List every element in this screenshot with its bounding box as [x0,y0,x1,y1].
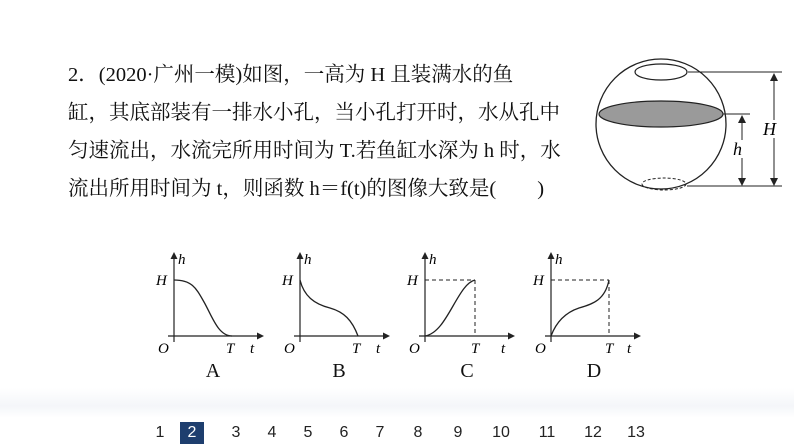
fishbowl-figure [592,56,792,196]
H-arrow-up-icon [770,73,778,81]
origin-label: O [158,341,169,357]
curve-c [425,280,475,336]
y-axis-label: h [555,252,563,268]
curve-d [551,280,609,336]
question-line: 缸，其底部装有一排水小孔，当小孔打开时，水从孔中 [68,102,560,124]
page-link-1[interactable]: 1 [155,424,165,441]
H-label: H [763,119,776,139]
page-navigation [140,421,656,445]
y-axis-arrow-icon [548,252,555,259]
page-link-4[interactable]: 4 [267,424,277,441]
graph-c [399,250,519,360]
option-d-label[interactable]: D [586,360,602,382]
y-axis-label: h [304,252,312,268]
graph-b [274,250,394,360]
graph-a [148,250,268,360]
page-link-8[interactable]: 8 [413,424,423,441]
x-axis-label: t [376,341,381,357]
T-tick-label: T [352,341,361,357]
page-link-2-current[interactable]: 2 [180,422,204,444]
page-link-7[interactable]: 7 [375,424,385,441]
y-axis-arrow-icon [297,252,304,259]
option-b-label[interactable]: B [332,360,346,382]
x-axis-label: t [501,341,506,357]
option-a-label[interactable]: A [205,360,221,382]
page-link-11[interactable]: 11 [538,424,556,441]
question-line: 2．(2020·广州一模)如图，一高为 H 且装满水的鱼 [68,64,514,86]
T-tick-label: T [471,341,480,357]
fishbowl-top-opening [635,64,687,80]
H-tick-label: H [282,273,293,289]
question-line: 流出所用时间为 t，则函数 h＝f(t)的图像大致是( ) [68,178,545,200]
curve-a [174,280,232,336]
x-axis-arrow-icon [508,333,515,340]
page-link-9[interactable]: 9 [453,424,463,441]
page-link-10[interactable]: 10 [492,424,510,441]
y-axis-arrow-icon [171,252,178,259]
y-axis-label: h [178,252,186,268]
H-tick-label: H [156,273,167,289]
H-tick-label: H [533,273,544,289]
x-axis-label: t [250,341,255,357]
H-tick-label: H [407,273,418,289]
origin-label: O [284,341,295,357]
x-axis-arrow-icon [257,333,264,340]
T-tick-label: T [605,341,614,357]
origin-label: O [409,341,420,357]
curve-b [300,280,358,336]
H-arrow-down-icon [770,178,778,186]
graph-d [525,250,645,360]
option-c-label[interactable]: C [460,360,474,382]
origin-label: O [535,341,546,357]
x-axis-arrow-icon [383,333,390,340]
x-axis-arrow-icon [634,333,641,340]
x-axis-label: t [627,341,632,357]
h-label: h [733,139,742,159]
water-surface [599,101,723,127]
page-link-5[interactable]: 5 [303,424,313,441]
page-link-13[interactable]: 13 [627,424,645,441]
footer-fade-band [0,388,794,418]
page-link-12[interactable]: 12 [584,424,602,441]
page-link-3[interactable]: 3 [231,424,241,441]
y-axis-label: h [429,252,437,268]
question-text [68,56,598,208]
h-arrow-down-icon [738,178,746,186]
y-axis-arrow-icon [422,252,429,259]
h-arrow-up-icon [738,115,746,123]
page-link-6[interactable]: 6 [339,424,349,441]
T-tick-label: T [226,341,235,357]
question-line: 匀速流出，水流完所用时间为 T.若鱼缸水深为 h 时，水 [68,140,561,162]
